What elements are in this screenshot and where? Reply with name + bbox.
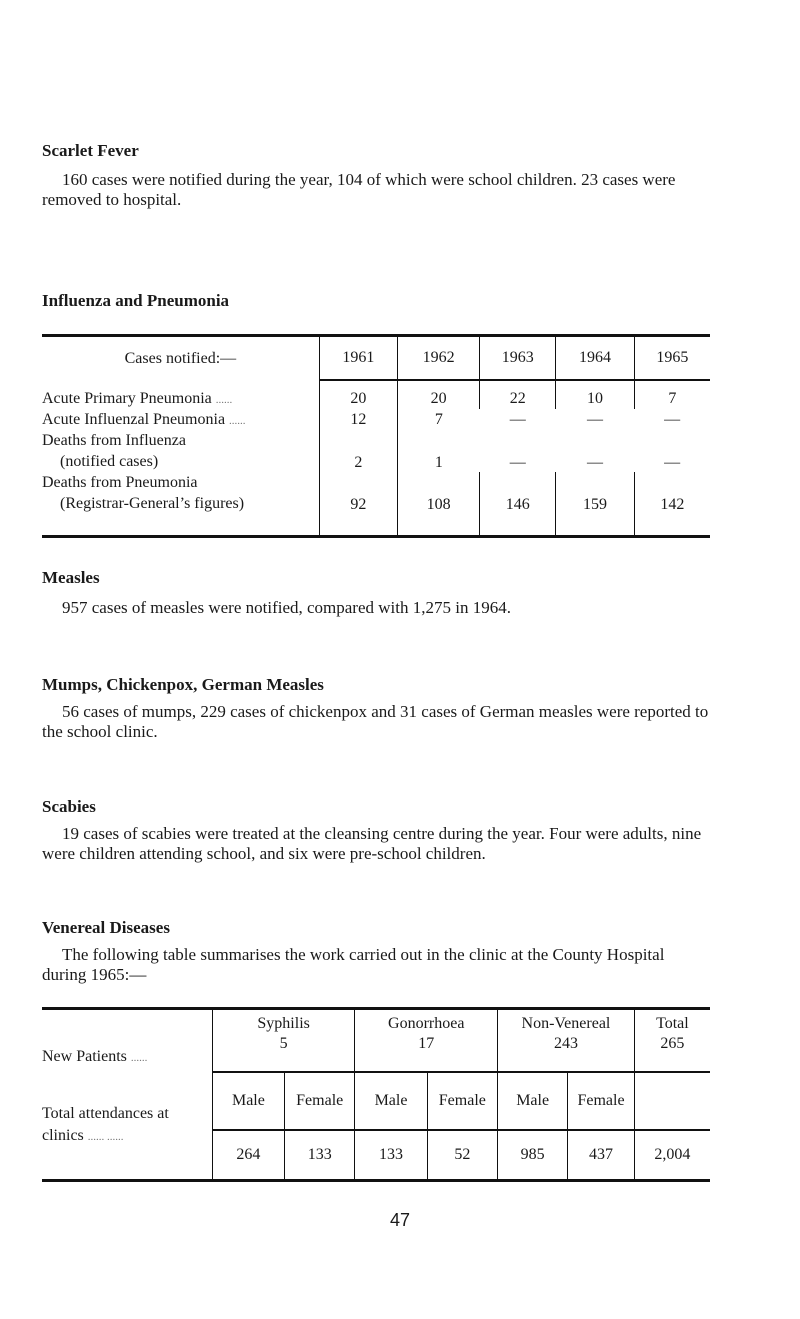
table-cell: 92	[319, 472, 397, 514]
table-cell: 12	[319, 409, 397, 430]
table-cell: 2,004	[634, 1130, 710, 1180]
total-label: Total	[656, 1015, 689, 1032]
group-name: Gonorrhoea	[388, 1015, 465, 1032]
scabies-text: 19 cases of scabies were treated at the cleansing centre during the year. Four were adults, nine were children attending school, and six were pre-school children.	[42, 824, 702, 863]
female-header: Female	[284, 1072, 354, 1130]
group-count: 17	[418, 1035, 435, 1052]
row-label-continued: (notified cases)	[60, 453, 159, 470]
table-cell: 142	[634, 472, 710, 514]
table-cell: 20	[319, 388, 397, 409]
table-cell: —	[509, 454, 526, 471]
page-number: 47	[389, 1210, 411, 1230]
table-cell: 108	[398, 472, 480, 514]
new-patients-label: New Patients	[42, 1048, 127, 1065]
table-row	[42, 388, 710, 409]
group-count: 243	[553, 1035, 578, 1052]
table-row	[42, 430, 710, 472]
table-cell: —	[509, 410, 526, 428]
table-cell: 20	[398, 388, 480, 409]
year-header: 1961	[319, 336, 397, 381]
male-header: Male	[212, 1072, 284, 1130]
table-cell: 985	[498, 1130, 568, 1180]
attendances-label-continued: clinics	[42, 1126, 84, 1144]
table-cell: 264	[212, 1130, 284, 1180]
male-header: Male	[498, 1072, 568, 1130]
venereal-diseases-table	[42, 1007, 710, 1182]
scarlet-fever-text: 160 cases were notified during the year, 104 of which were school children. 23 cases were removed to hospital.	[42, 170, 676, 209]
table-cell: 133	[355, 1130, 427, 1180]
group-count: 5	[279, 1035, 288, 1052]
leader-dots: ......	[215, 393, 233, 406]
table-cell: 22	[480, 388, 556, 409]
leader-dots: ......	[130, 1052, 148, 1064]
table-cell: 2	[319, 430, 397, 472]
leader-dots: ......	[229, 414, 246, 427]
male-header: Male	[355, 1072, 427, 1130]
table-row	[42, 472, 710, 514]
row-label-continued: (Registrar-General’s figures)	[60, 495, 245, 512]
venereal-diseases-text: The following table summarises the work carried out in the clinic at the County Hospital during 1965:—	[42, 945, 665, 984]
year-header: 1965	[634, 336, 710, 381]
table-cell: 159	[556, 472, 634, 514]
table-cell: —	[664, 454, 681, 471]
year-header: 1963	[480, 336, 556, 381]
cases-notified-header: Cases notified:—	[124, 349, 237, 367]
row-label: Deaths from Influenza	[42, 432, 186, 449]
measles-text: 957 cases of measles were notified, compared with 1,275 in 1964.	[62, 598, 511, 617]
scabies-heading: Scabies	[42, 797, 96, 816]
table-cell: 52	[427, 1130, 497, 1180]
scarlet-fever-heading: Scarlet Fever	[42, 141, 139, 160]
group-name: Syphilis	[257, 1015, 310, 1032]
leader-dots: ...... ......	[87, 1130, 124, 1143]
attendances-label: Total attendances at	[42, 1104, 169, 1122]
table-cell: —	[587, 454, 604, 471]
table-cell: 146	[480, 472, 556, 514]
year-header: 1964	[556, 336, 634, 381]
mumps-heading: Mumps, Chickenpox, German Measles	[42, 675, 324, 694]
table-cell: 1	[398, 430, 480, 472]
influenza-pneumonia-heading: Influenza and Pneumonia	[42, 291, 230, 310]
female-header: Female	[427, 1072, 497, 1130]
year-header: 1962	[398, 336, 480, 381]
table-row	[42, 409, 710, 430]
influenza-pneumonia-table	[42, 334, 710, 538]
table-cell: 437	[568, 1130, 635, 1180]
female-header: Female	[568, 1072, 635, 1130]
row-label: Acute Influenzal Pneumonia	[42, 410, 226, 428]
table-cell: 133	[284, 1130, 354, 1180]
table-cell: —	[587, 410, 604, 428]
table-cell: 10	[556, 388, 634, 409]
row-label: Deaths from Pneumonia	[42, 474, 198, 491]
row-label: Acute Primary Pneumonia	[42, 389, 212, 407]
table-cell: 7	[398, 409, 480, 430]
venereal-diseases-heading: Venereal Diseases	[42, 918, 170, 937]
table-cell: 7	[634, 388, 710, 409]
group-name: Non-Venereal	[521, 1015, 611, 1032]
table-cell: —	[664, 410, 681, 428]
mumps-text: 56 cases of mumps, 229 cases of chickenpox and 31 cases of German measles were reported to the school clinic.	[42, 702, 709, 741]
measles-heading: Measles	[42, 568, 100, 587]
total-count: 265	[660, 1035, 685, 1052]
